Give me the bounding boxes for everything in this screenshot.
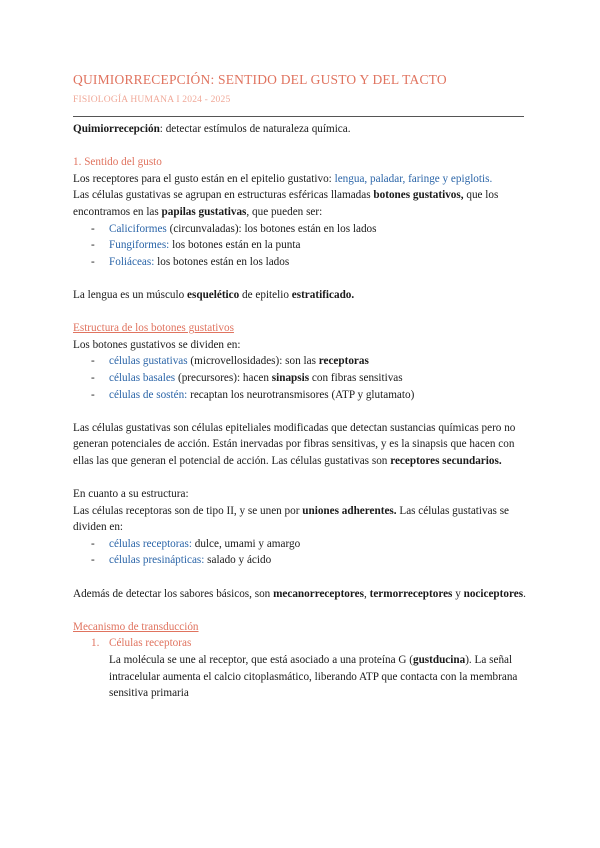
estructura-intro: Los botones gustativos se dividen en:: [73, 338, 241, 351]
papilas-list: [73, 221, 533, 271]
list-item: - Caliciformes (circunvaladas): los botones están en los lados: [73, 221, 533, 238]
item-label: Células receptoras: [109, 637, 192, 650]
lengua-paragraph: La lengua es un músculo esquelético de epitelio estratificado.: [73, 288, 355, 301]
gusto-paragraph-2: Las células gustativas se agrupan en estructuras esféricas llamadas botones gustativos, que los encontramos en las papilas gustativas, que pueden ser:: [73, 189, 499, 218]
list-item: - células basales (precursores): hacen sinapsis con fibras sensitivas: [73, 370, 533, 387]
intro-term: Quimiorrecepción: [73, 123, 160, 135]
list-item: - Fungiformes: los botones están en la punta: [73, 237, 533, 254]
section-heading-gusto: 1. Sentido del gusto: [73, 156, 162, 169]
gusto-paragraph-1: Los receptores para el gusto están en el epitelio gustativo: lengua, paladar, faringe y epiglotis.: [73, 172, 493, 185]
struct-intro: En cuanto a su estructura:: [73, 488, 189, 501]
numbered-item: [73, 635, 533, 652]
intro-paragraph: Quimiorrecepción: detectar estímulos de naturaleza química.: [73, 123, 351, 135]
mecanismo-paragraph: La molécula se une al receptor, que está asociado a una proteína G (gustducina). La señal intracelular aumenta el calcio citoplasmático, liberando ATP que contacta con la membrana sensitiva primaria: [109, 654, 518, 700]
item-number: 1.: [91, 637, 100, 650]
section-heading-estructura: Estructura de los botones gustativos: [73, 322, 234, 335]
document-body: [73, 121, 533, 702]
list-item: - células gustativas (microvellosidades): son las receptoras: [73, 353, 533, 370]
celulas-paragraph: Las células gustativas son células epiteliales modificadas que detectan sustancias químicas pero no generan potenciales de acción. Están inervadas por fibras sensitivas, y es la sinapsis que hacen con ellas las que generan el potencial de acción. Las células gustativas son receptores secundarios.: [73, 421, 516, 467]
document-title: QUIMIORRECEPCIÓN: SENTIDO DEL GUSTO Y DEL TACTO: [73, 72, 447, 87]
header-divider: [73, 116, 524, 117]
struct-paragraph: Las células receptoras son de tipo II, y se unen por uniones adherentes. Las células gustativas se dividen en:: [73, 504, 510, 534]
list-item: - células receptoras: dulce, umami y amargo: [73, 536, 533, 553]
section-heading-mecanismo: Mecanismo de transducción: [73, 620, 199, 633]
receptores-paragraph: Además de detectar los sabores básicos, son mecanorreceptores, termorreceptores y nociceptores.: [73, 587, 526, 600]
celulas-list: [73, 536, 533, 569]
list-item: - células presinápticas: salado y ácido: [73, 552, 533, 569]
botones-list: [73, 353, 533, 403]
list-item: - Foliáceas: los botones están en los lados: [73, 254, 533, 271]
list-item: - células de sostén: recaptan los neurotransmisores (ATP y glutamato): [73, 387, 533, 404]
document-subtitle: FISIOLOGÍA HUMANA I 2024 - 2025: [73, 95, 231, 105]
